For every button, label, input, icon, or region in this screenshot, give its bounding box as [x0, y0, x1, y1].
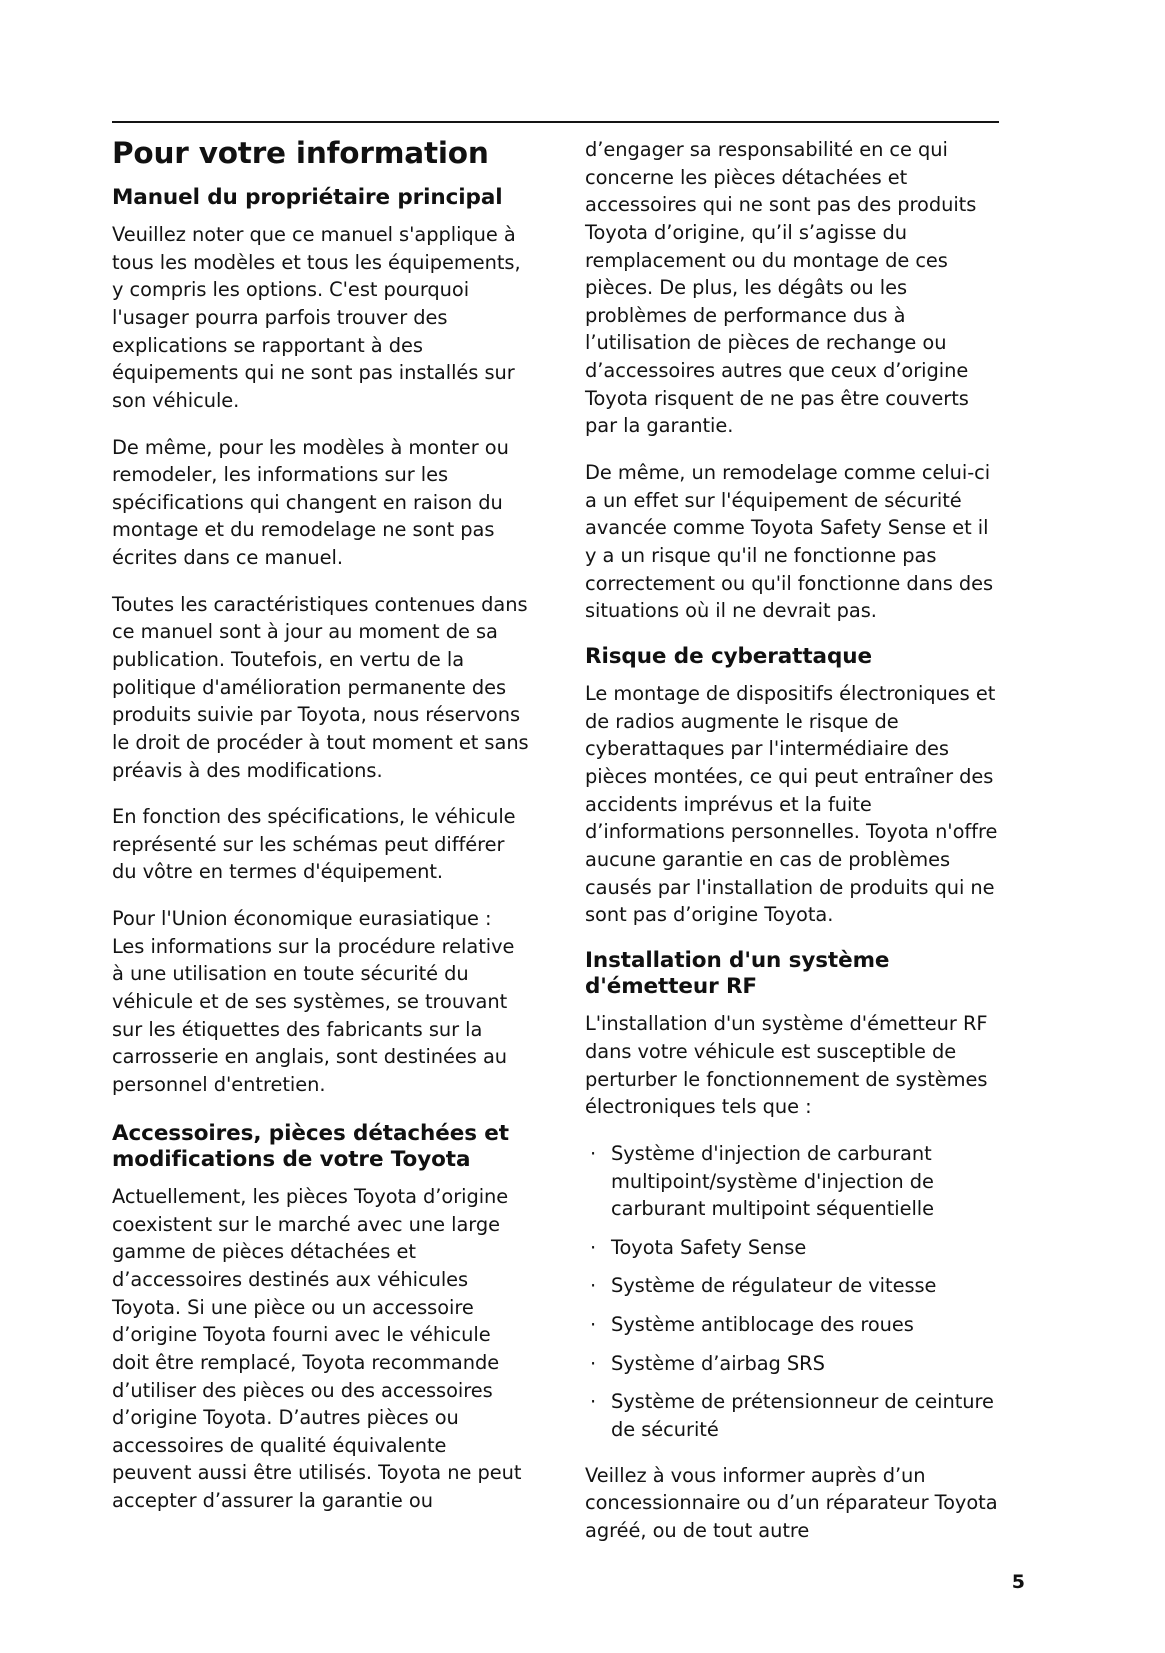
bullet-icon: ·	[590, 1313, 597, 1337]
affected-systems-list	[585, 1140, 1002, 1444]
list-item-label: Système de régulateur de vitesse	[611, 1274, 937, 1298]
paragraph: Veuillez noter que ce manuel s'applique à tous les modèles et tous les équipements, y compris les options. C'est pourquoi l'usager pourra parfois trouver des explications se rapportant à des équipements qui ne sont pas installés sur son véhicule.	[112, 223, 521, 412]
list-item-label: Système d'injection de carburant multipoint/système d'injection de carburant multipoint séquentielle	[611, 1141, 935, 1221]
paragraph: De même, pour les modèles à monter ou remodeler, les informations sur les spécifications qui changent en raison du montage et du remodelage ne sont pas écrites dans ce manuel.	[112, 435, 509, 570]
left-column	[112, 136, 529, 1545]
list-item-label: Toyota Safety Sense	[611, 1235, 807, 1259]
paragraph: Le montage de dispositifs électroniques et de radios augmente le risque de cyberattaques par l'intermédiaire des pièces montées, ce qui peut entraîner des accidents imprévus et la fuite d’informations personnelles. Toyota n'offre aucune garantie en cas de problèmes causés par l'installation de produits qui ne sont pas d’origine Toyota.	[585, 682, 998, 927]
section-heading-owners-manual: Manuel du propriétaire principal	[112, 184, 503, 210]
right-column	[585, 136, 1002, 1545]
two-column-layout	[112, 136, 1002, 1545]
paragraph-closing: Veillez à vous informer auprès d’un concessionnaire ou d’un réparateur Toyota agréé, ou de tout autre	[585, 1463, 998, 1542]
paragraph-continuation: d’engager sa responsabilité en ce qui concerne les pièces détachées et accessoires qui ne sont pas des produits Toyota d’origine, qu’il s’agisse du remplacement ou du montage de ces pièces. De plus, les dégâts ou les problèmes de performance dus à l’utilisation de pièces de rechange ou d’accessoires autres que ceux d’origine Toyota risquent de ne pas être couverts par la garantie.	[585, 138, 977, 438]
list-item	[585, 1272, 1002, 1300]
bullet-icon: ·	[590, 1390, 597, 1414]
list-item-label: Système antiblocage des roues	[611, 1313, 914, 1337]
list-item	[585, 1234, 1002, 1262]
paragraph: En fonction des spécifications, le véhicule représenté sur les schémas peut différer du vôtre en termes d'équipement.	[112, 805, 516, 884]
bullet-icon: ·	[590, 1235, 597, 1259]
paragraph: Pour l'Union économique eurasiatique : Les informations sur la procédure relative à une utilisation en toute sécurité du véhicule et de ses systèmes, se trouvant sur les étiquettes des fabricants sur la carrosserie en anglais, sont destinées au personnel d'entretien.	[112, 907, 515, 1096]
list-item-label: Système d’airbag SRS	[611, 1351, 825, 1375]
paragraph: De même, un remodelage comme celui-ci a un effet sur l'équipement de sécurité avancée comme Toyota Safety Sense et il y a un risque qu'il ne fonctionne pas correctement ou qu'il fonctionne dans des situations où il ne devrait pas.	[585, 461, 994, 623]
list-item	[585, 1140, 1002, 1223]
bullet-icon: ·	[590, 1274, 597, 1298]
paragraph: Actuellement, les pièces Toyota d’origine coexistent sur le marché avec une large gamme de pièces détachées et d’accessoires destinés aux véhicules Toyota. Si une pièce ou un accessoire d’origine Toyota fourni avec le véhicule doit être remplacé, Toyota recommande d’utiliser des pièces ou des accessoires d’origine Toyota. D’autres pièces ou accessoires de qualité équivalente peuvent aussi être utilisés. Toyota ne peut accepter d’assurer la garantie ou	[112, 1185, 522, 1513]
section-heading-cyberattack-risk: Risque de cyberattaque	[585, 643, 872, 669]
paragraph: Toutes les caractéristiques contenues dans ce manuel sont à jour au moment de sa publication. Toutefois, en vertu de la politique d'amélioration permanente des produits suivie par Toyota, nous réservons le droit de procéder à tout moment et sans préavis à des modifications.	[112, 592, 529, 782]
bullet-icon: ·	[590, 1141, 597, 1165]
list-item-label: Système de prétensionneur de ceinture de sécurité	[611, 1390, 994, 1441]
bullet-icon: ·	[590, 1351, 597, 1375]
page-title: Pour votre information	[112, 136, 489, 170]
section-heading-accessories: Accessoires, pièces détachées et modifications de votre Toyota	[112, 1120, 509, 1172]
list-item	[585, 1311, 1002, 1339]
header-rule	[112, 121, 999, 123]
page-number: 5	[1011, 1571, 1025, 1593]
list-item	[585, 1388, 1002, 1443]
paragraph-intro: L'installation d'un système d'émetteur RF dans votre véhicule est susceptible de perturber le fonctionnement de systèmes électroniques tels que :	[585, 1012, 988, 1119]
section-heading-rf-transmitter: Installation d'un système d'émetteur RF	[585, 947, 890, 1000]
list-item	[585, 1350, 1002, 1378]
